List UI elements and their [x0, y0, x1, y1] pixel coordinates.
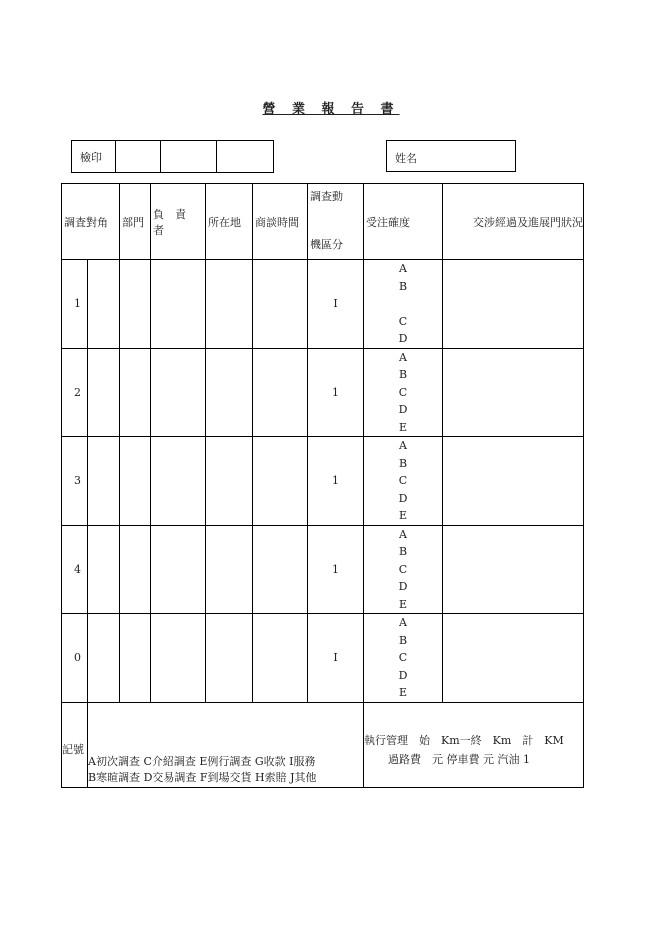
grade: D [398, 491, 408, 505]
grade: C [398, 562, 408, 576]
stamp-label: 檢印 [80, 151, 102, 164]
exec-line-1: 執行管理 始 Km一終 Km 計 KM [364, 733, 564, 747]
row-number: 4 [62, 525, 88, 614]
legend-line-1: A初次調查 C介紹調查 E例行調查 G收款 I服務 [88, 754, 316, 768]
grade: C [398, 474, 408, 487]
header-row [62, 184, 584, 260]
table-row [62, 525, 584, 614]
row-cell[interactable] [253, 348, 308, 437]
table-row [62, 348, 584, 437]
report-title: 營 業 報 告 書 [262, 102, 400, 117]
row-number: 2 [62, 348, 88, 437]
row-cell[interactable] [253, 437, 308, 526]
footer-row [62, 702, 584, 787]
row-cell[interactable] [120, 614, 151, 703]
grade: B [398, 456, 408, 470]
row-cell[interactable] [120, 437, 151, 526]
exec-line-2: 過路費 元 停車費 元 汽油 1 [388, 752, 530, 766]
footer-legend [88, 702, 364, 787]
row-motive-code: 1 [308, 348, 364, 437]
row-cell[interactable] [253, 525, 308, 614]
row-progress-cell[interactable] [443, 614, 584, 703]
grade: E [398, 597, 408, 611]
row-cell[interactable] [120, 348, 151, 437]
header-dept: 部門 [120, 184, 151, 260]
header-motive [308, 184, 364, 260]
row-cell[interactable] [253, 614, 308, 703]
row-cell[interactable] [151, 260, 206, 349]
row-cell[interactable] [120, 260, 151, 349]
row-motive-code: I [308, 260, 364, 349]
row-progress-cell[interactable] [443, 260, 584, 349]
grade: D [398, 332, 408, 345]
table-row [62, 260, 584, 349]
row-cell[interactable] [151, 525, 206, 614]
stamp-cell-3[interactable] [216, 140, 274, 173]
grade: D [398, 580, 408, 593]
row-cell[interactable] [206, 614, 253, 703]
name-label: 姓名 [395, 152, 417, 165]
row-cell[interactable] [206, 437, 253, 526]
grade: A [399, 439, 407, 452]
grade: C [398, 651, 408, 664]
row-cell[interactable] [206, 260, 253, 349]
grade: E [398, 686, 408, 699]
legend-line-2: B寒暄調查 D交易調查 F到場交貨 H索賠 J其他 [88, 770, 317, 784]
row-cell[interactable] [88, 525, 120, 614]
grade: B [398, 368, 408, 381]
grade: D [398, 403, 408, 416]
grade: A [399, 616, 407, 629]
header-location: 所在地 [206, 184, 253, 260]
row-grades [364, 614, 443, 703]
grade: E [398, 420, 408, 434]
grade: A [399, 527, 407, 541]
grade: B [398, 545, 408, 558]
header-person: 負 責 者 [151, 184, 206, 260]
row-number: 1 [62, 260, 88, 349]
footer-mark-label [62, 702, 88, 787]
row-cell[interactable] [151, 614, 206, 703]
grade: A [399, 350, 407, 364]
table-row [62, 614, 584, 703]
row-cell[interactable] [151, 348, 206, 437]
row-motive-code: 1 [308, 525, 364, 614]
row-cell[interactable] [206, 348, 253, 437]
row-cell[interactable] [151, 437, 206, 526]
row-number: 0 [62, 614, 88, 703]
row-progress-cell[interactable] [443, 525, 584, 614]
row-grades [364, 348, 443, 437]
header-motive-top: 調查動 [310, 190, 343, 203]
row-grades [364, 525, 443, 614]
row-cell[interactable] [88, 260, 120, 349]
row-motive-code: I [308, 614, 364, 703]
row-grades [364, 437, 443, 526]
grade: E [398, 509, 408, 522]
grade: A [399, 262, 407, 275]
footer-exec [364, 702, 584, 787]
table-row [62, 437, 584, 526]
report-table [61, 183, 584, 788]
grade: C [398, 385, 408, 399]
grade [364, 295, 442, 313]
row-motive-code: 1 [308, 437, 364, 526]
grade: D [398, 668, 408, 682]
row-cell[interactable] [253, 260, 308, 349]
header-progress [443, 184, 584, 260]
row-cell[interactable] [206, 525, 253, 614]
stamp-cell-1[interactable] [115, 140, 161, 173]
grade: B [398, 633, 408, 647]
header-target: 調査對角 [62, 184, 120, 260]
row-cell[interactable] [120, 525, 151, 614]
stamp-cell-2[interactable] [160, 140, 217, 173]
header-progress-text: 交涉經過及進展門狀況 [473, 215, 583, 229]
mark-label-text: 記號 [62, 742, 84, 756]
row-cell[interactable] [88, 437, 120, 526]
row-number: 3 [62, 437, 88, 526]
row-cell[interactable] [88, 348, 120, 437]
grade: B [398, 279, 408, 293]
row-progress-cell[interactable] [443, 437, 584, 526]
row-grades [364, 260, 443, 349]
header-accuracy: 受注確度 [364, 184, 443, 260]
row-progress-cell[interactable] [443, 348, 584, 437]
row-cell[interactable] [88, 614, 120, 703]
grade: C [398, 314, 408, 328]
header-time: 商談時間 [253, 184, 308, 260]
header-motive-bottom: 機區分 [310, 238, 343, 251]
